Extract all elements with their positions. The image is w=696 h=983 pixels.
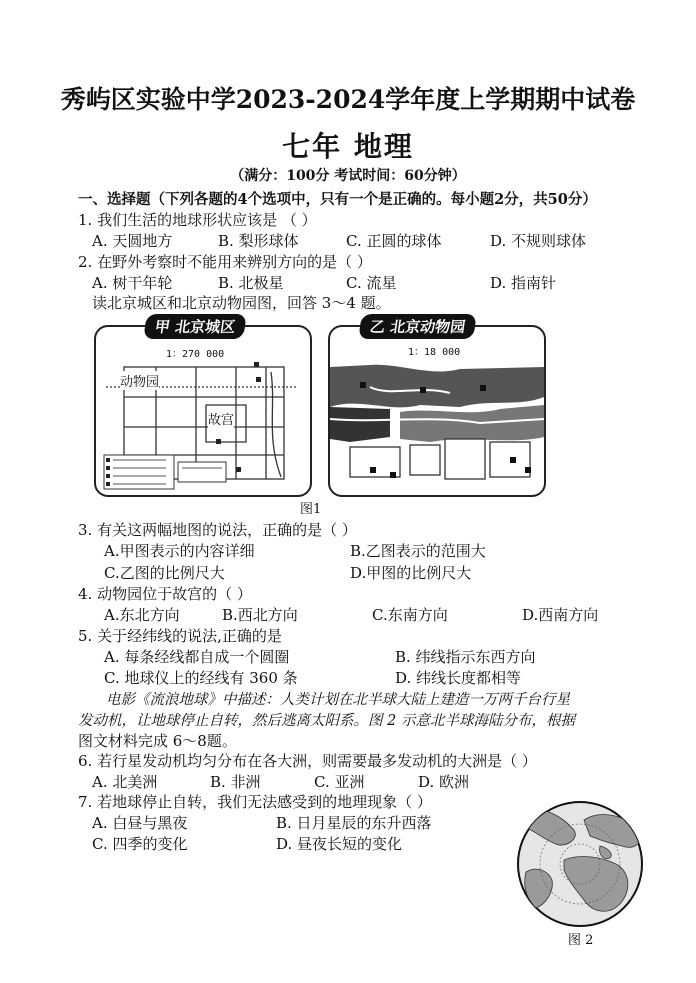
q6-option-c: C. 亚洲 — [314, 773, 365, 791]
map-a-scale: 1：270 000 — [166, 349, 225, 360]
intro-q6-q8-line3: 图文材料完成 6～8题。 — [78, 732, 237, 750]
q5-option-c: C. 地球仪上的经线有 360 条 — [104, 669, 298, 687]
q1-option-c: C. 正圆的球体 — [346, 232, 442, 250]
q4-option-c: C.东南方向 — [372, 606, 448, 624]
q4-option-d: D.西南方向 — [522, 606, 599, 624]
map-beijing-city — [94, 325, 312, 497]
exam-subject: 七年 地理 — [282, 130, 414, 163]
q6-stem: 6. 若行星发动机均匀分布在各大洲，则需要最多发动机的大洲是（ ） — [78, 752, 537, 770]
q5-option-a: A. 每条经线都自成一个圆圈 — [104, 648, 290, 666]
q3-option-c: C.乙图的比例尺大 — [104, 564, 225, 582]
figure1-caption: 图1 — [300, 502, 322, 517]
q3-option-b: B.乙图表示的范围大 — [350, 542, 486, 560]
map-b-title: 乙 北京动物园 — [358, 314, 477, 339]
exam-title: 秀屿区实验中学2023-2024学年度上学期期中试卷 — [60, 85, 636, 114]
map-a-title: 甲 北京城区 — [143, 314, 247, 339]
q5-stem: 5. 关于经纬线的说法,正确的是 — [78, 627, 282, 645]
q2-option-a: A. 树干年轮 — [92, 274, 173, 292]
map-b-scale: 1：18 000 — [408, 347, 461, 358]
map-a-label-palace: 故宫 — [208, 409, 234, 428]
q4-stem: 4. 动物园位于故宫的（ ） — [78, 585, 252, 603]
q7-option-c: C. 四季的变化 — [92, 835, 188, 853]
intro-q3-q4: 读北京城区和北京动物园图，回答 3～4 题。 — [92, 294, 391, 312]
q1-option-b: B. 梨形球体 — [218, 232, 299, 250]
q6-option-a: A. 北美洲 — [92, 773, 158, 791]
q1-option-a: A. 天圆地方 — [92, 232, 173, 250]
q3-stem: 3. 有关这两幅地图的说法，正确的是（ ） — [78, 521, 357, 539]
intro-q6-q8-line2: 发动机，让地球停止自转，然后逃离太阳系。图 2 示意北半球海陆分布，根据 — [78, 713, 575, 729]
q1-stem: 1. 我们生活的地球形状应该是 （ ） — [78, 211, 317, 229]
q3-option-d: D.甲图的比例尺大 — [350, 564, 472, 582]
map-a-label-zoo: 动物园 — [120, 371, 159, 390]
q7-option-b: B. 日月星辰的东升西落 — [276, 814, 432, 832]
q3-option-a: A.甲图表示的内容详细 — [104, 542, 255, 560]
figure2-caption: 图 2 — [568, 933, 594, 948]
q7-stem: 7. 若地球停止自转，我们无法感受到的地理现象（ ） — [78, 793, 432, 811]
q5-option-d: D. 纬线长度都相等 — [395, 669, 522, 687]
q6-option-d: D. 欧洲 — [418, 773, 470, 791]
northern-hemisphere-globe — [504, 800, 656, 928]
q2-option-c: C. 流星 — [346, 274, 397, 292]
exam-info: （满分：100分 考试时间：60分钟） — [230, 168, 466, 184]
q2-option-b: B. 北极星 — [218, 274, 284, 292]
q7-option-a: A. 白昼与黑夜 — [92, 814, 188, 832]
q4-option-a: A.东北方向 — [104, 606, 180, 624]
q2-option-d: D. 指南针 — [490, 274, 557, 292]
q2-stem: 2. 在野外考察时不能用来辨别方向的是（ ） — [78, 253, 372, 271]
q6-option-b: B. 非洲 — [210, 773, 261, 791]
q4-option-b: B.西北方向 — [222, 606, 298, 624]
section-heading: 一、选择题（下列各题的4个选项中，只有一个是正确的。每小题2分，共50分） — [78, 191, 597, 208]
q5-option-b: B. 纬线指示东西方向 — [395, 648, 536, 666]
intro-q6-q8-line1: 电影《流浪地球》中描述：人类计划在北半球大陆上建造一万两千台行星 — [106, 692, 570, 708]
q1-option-d: D. 不规则球体 — [490, 232, 587, 250]
map-beijing-zoo — [328, 325, 546, 497]
q7-option-d: D. 昼夜长短的变化 — [276, 835, 403, 853]
